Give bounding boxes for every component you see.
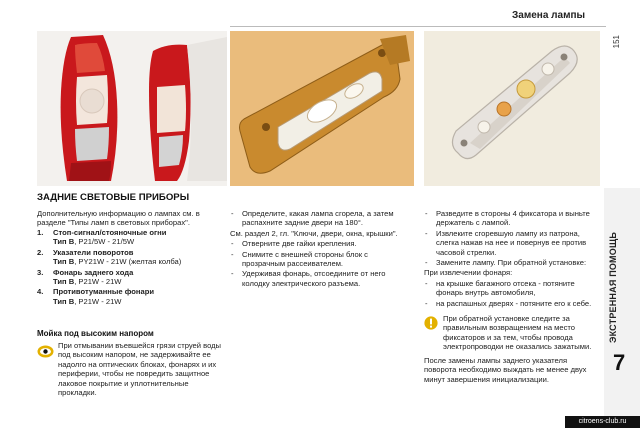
list-item: - Снимите с внешней стороны блок с прозрачным рассеивателем.: [230, 250, 410, 269]
lamp-number: 4.: [37, 287, 44, 297]
middle-column: [230, 209, 410, 289]
lamp-type: Тип B: [53, 257, 75, 267]
lamp-list: [37, 228, 227, 307]
lamp-type: Тип B: [53, 296, 75, 306]
section-label: ЭКСТРЕННАЯ ПОМОЩЬ: [608, 232, 618, 344]
list-item: - Замените лампу. При обратной установке:: [424, 258, 600, 267]
steps-list: [424, 209, 600, 267]
list-item: - Определите, какая лампа сгорела, а затем распахните задние двери на 180°.: [230, 209, 410, 228]
list-item: [37, 228, 227, 247]
steps-list: [424, 279, 600, 308]
lamp-unit-photo: [230, 31, 414, 186]
lamp-type: Тип B: [53, 237, 75, 247]
reinstall-note: [424, 314, 600, 352]
reference-text: См. раздел 2, гл. "Ключи, двери, окна, крышки".: [230, 228, 398, 238]
lamp-spec: , P21W - 21W: [74, 296, 122, 306]
list-item: [37, 287, 227, 306]
lamp-spec: , PY21W - 21W (желтая колба): [74, 257, 182, 267]
list-item: [37, 268, 227, 287]
lamp-number: 3.: [37, 267, 44, 277]
list-item: - Разведите в стороны 4 фиксатора и выньте держатель с лампой.: [424, 209, 600, 228]
list-item: - Отверните две гайки крепления.: [230, 239, 410, 248]
right-column: [424, 209, 600, 385]
page-title: Замена лампы: [512, 10, 586, 21]
lamp-name: Противотуманные фонари: [53, 287, 155, 297]
pressure-wash-heading: Мойка под высоким напором: [37, 329, 154, 338]
eye-icon: [37, 345, 54, 360]
section-heading: ЗАДНИЕ СВЕТОВЫЕ ПРИБОРЫ: [37, 192, 190, 203]
list-item: - на распашных дверях - потяните его к себе.: [424, 299, 600, 308]
closing-text: После замены лампы заднего указателя поворота необходимо выждать не менее двух минут завершения инициализации.: [424, 355, 587, 384]
warning-icon: [424, 316, 438, 332]
bulb-holder-photo: [424, 31, 600, 186]
removal-heading: При извлечении фонаря:: [424, 268, 513, 278]
note-text: При обратной установке следите за правильным возвращением на место фиксаторов и за тем, чтобы провода электропроводки не оказались зажатыми.: [443, 314, 592, 352]
page-number: 151: [612, 35, 621, 49]
list-item: - Удерживая фонарь, отсоедините от него колодку электрического разъема.: [230, 269, 410, 288]
rear-lamps-photo: [37, 31, 227, 186]
chapter-number: 7: [613, 350, 626, 375]
lamp-name: Указатели поворотов: [53, 247, 134, 257]
pressure-wash-note: [37, 341, 227, 397]
lamp-number: 1.: [37, 228, 44, 237]
steps-list: [230, 239, 410, 288]
list-item: [37, 248, 227, 267]
lamp-spec: , P21/5W - 21/5W: [74, 237, 135, 247]
header-divider: [230, 26, 606, 27]
steps-list: [230, 209, 410, 228]
watermark: citroens-club.ru: [565, 416, 640, 428]
lamp-name: Стоп-сигнал/стояночные огни: [53, 228, 167, 237]
list-item: - на крышке багажного отсека - потяните фонарь внутрь автомобиля,: [424, 279, 600, 298]
lamp-number: 2.: [37, 247, 44, 257]
lamp-spec: , P21W - 21W: [74, 277, 122, 287]
note-text: При отмывании въевшейся грязи струей воды под высоким напором, не задерживайте ее надолго на оптических блоках, фонарях и их периферии, чтобы не повредить защитное лаковое покрытие и уплотнительные прокладки.: [58, 341, 222, 398]
lamp-name: Фонарь заднего хода: [53, 267, 134, 277]
list-item: - Извлеките сгоревшую лампу из патрона, слегка нажав на нее и повернув ее против часовой стрелки.: [424, 229, 600, 257]
lamp-type: Тип B: [53, 277, 75, 287]
intro-paragraph: Дополнительную информацию о лампах см. в разделе "Типы ламп в световых приборах".: [37, 209, 200, 228]
